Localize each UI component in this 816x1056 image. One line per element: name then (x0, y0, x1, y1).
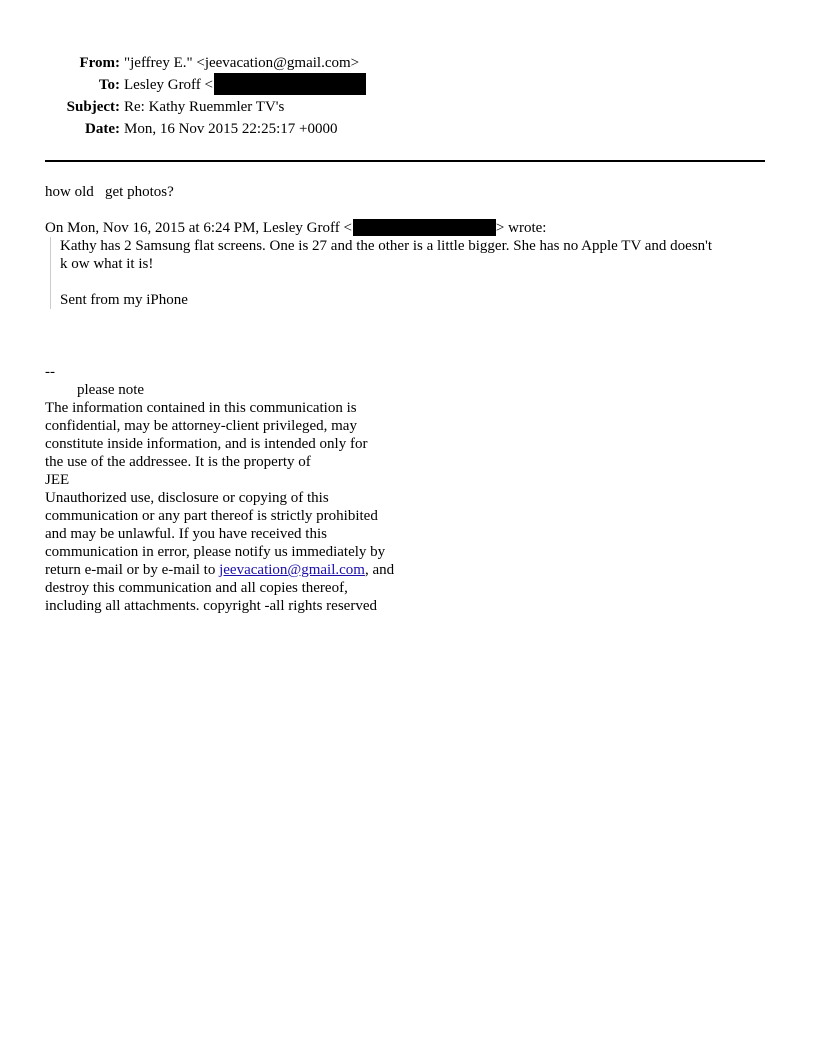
disclaimer-line: confidential, may be attorney-client privileged, may (45, 418, 357, 434)
disclaimer-text: return e-mail or by e-mail to (45, 562, 220, 578)
date-value: Mon, 16 Nov 2015 22:25:17 +0000 (124, 121, 338, 137)
disclaimer-line: JEE (45, 472, 70, 488)
disclaimer-line: including all attachments. copyright -all rights reserved (45, 598, 377, 614)
from-value: "jeffrey E." <jeevacation@gmail.com> (124, 55, 360, 71)
disclaimer-line: and may be unlawful. If you have received this (45, 526, 327, 542)
redaction-box (353, 219, 496, 236)
disclaimer-line: communication in error, please notify us immediately by (45, 544, 386, 560)
reply-text: how old get photos? (45, 184, 174, 200)
header-divider (45, 160, 765, 162)
disclaimer-line: destroy this communication and all copies thereof, (45, 580, 348, 596)
disclaimer-line: constitute inside information, and is intended only for (45, 436, 368, 452)
quoted-line: Kathy has 2 Samsung flat screens. One is 27 and the other is a little bigger. She has no Apple TV and doesn't (60, 238, 713, 254)
disclaimer-text: , and (364, 562, 395, 578)
to-label: To: (98, 77, 120, 93)
quoted-line: k ow what it is! (60, 256, 154, 272)
signature-note: please note (77, 382, 145, 398)
quote-intro-suffix: > wrote: (495, 220, 547, 236)
disclaimer-line: communication or any part thereof is strictly prohibited (45, 508, 378, 524)
confidentiality-disclaimer (45, 399, 394, 615)
to-value-wrapper (124, 75, 366, 95)
disclaimer-line (45, 561, 394, 579)
disclaimer-line: The information contained in this communication is (45, 400, 357, 416)
quoted-signature: Sent from my iPhone (60, 292, 188, 308)
quoted-message (50, 237, 771, 309)
disclaimer-line: Unauthorized use, disclosure or copying of this (45, 490, 329, 506)
subject-value: Re: Kathy Ruemmler TV's (124, 99, 285, 115)
quote-intro-text: On Mon, Nov 16, 2015 at 6:24 PM, Lesley Groff < (45, 220, 352, 236)
to-row (0, 75, 816, 97)
to-value: Lesley Groff < (124, 77, 213, 93)
date-row (0, 119, 816, 141)
from-row (0, 53, 816, 75)
email-link[interactable]: jeevacation@gmail.com (219, 562, 365, 578)
quoted-message-body (60, 237, 776, 273)
from-label: From: (79, 55, 120, 71)
redaction-box (214, 73, 366, 95)
date-label: Date: (85, 121, 120, 137)
subject-label: Subject: (66, 99, 120, 115)
quote-intro (45, 219, 546, 237)
email-header (0, 53, 816, 141)
disclaimer-line: the use of the addressee. It is the property of (45, 454, 311, 470)
signature-separator: -- (45, 364, 55, 380)
subject-row (0, 97, 816, 119)
